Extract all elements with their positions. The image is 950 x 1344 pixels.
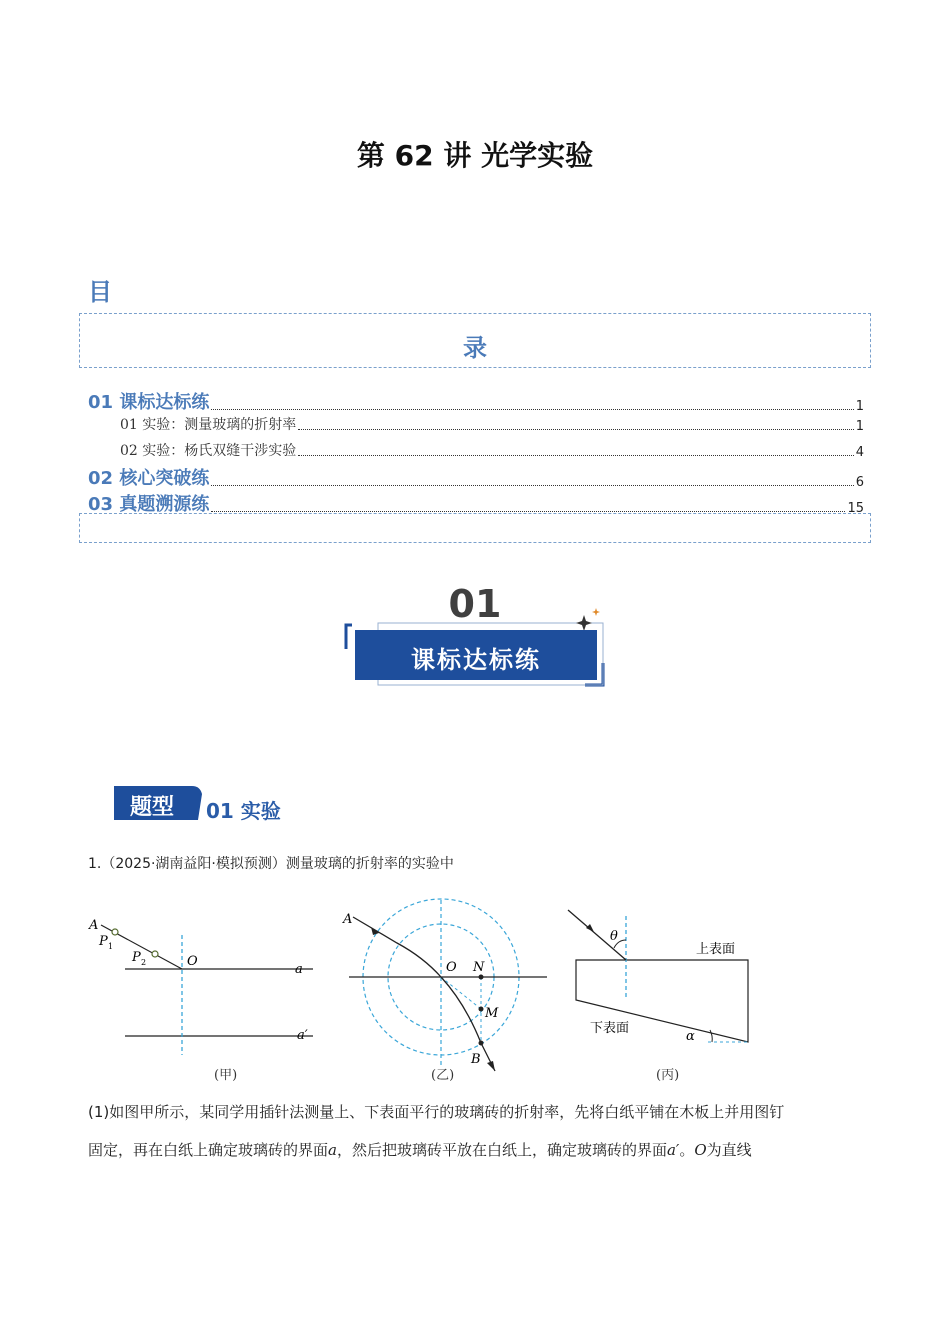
text-run: 。: [679, 1141, 695, 1159]
label-m: M: [485, 1006, 499, 1021]
figure-yi-caption: (乙): [431, 1068, 455, 1083]
label-p1-sub: 1: [108, 942, 114, 951]
toc-entry-page: 15: [847, 501, 864, 516]
toc-entry-label: 02 核心突破练: [88, 468, 210, 489]
label-theta: θ: [610, 929, 618, 944]
figure-bing-caption: (丙): [656, 1068, 680, 1083]
section-label: 课标达标练: [411, 646, 541, 674]
figure-bing: [560, 902, 760, 1052]
toc-leader: [298, 429, 853, 430]
toc-entry[interactable]: [88, 414, 864, 434]
figure-jia-caption: (甲): [214, 1068, 238, 1083]
question-type-badge-label: 题型: [129, 794, 174, 820]
toc-heading-bottom: 录: [463, 334, 487, 362]
question-type-title: 01 实验: [206, 799, 281, 823]
toc-entry[interactable]: [88, 440, 864, 460]
figure-jia: [85, 905, 325, 1065]
toc-entry[interactable]: [88, 464, 864, 490]
toc-entry-page: 4: [855, 445, 864, 460]
text-run: ，然后把玻璃砖平放在白纸上，确定玻璃砖的界面: [336, 1141, 667, 1159]
toc-leader: [298, 455, 853, 456]
page-title: 第 62 讲 光学实验: [356, 139, 594, 172]
text-run: 为直线: [706, 1141, 752, 1159]
toc-leader: [211, 485, 853, 486]
text-run: 固定，再在白纸上确定玻璃砖的界面: [88, 1141, 329, 1159]
question-intro: 1.（2025·湖南益阳·模拟预测）测量玻璃的折射率的实验中: [88, 856, 454, 872]
label-alpha: α: [686, 1029, 695, 1044]
toc-entry-page: 1: [855, 419, 864, 434]
label-b: B: [471, 1052, 481, 1067]
label-top-surface: 上表面: [696, 942, 736, 957]
toc-heading-top: 目: [88, 278, 112, 306]
label-p2: P: [132, 950, 141, 965]
label-interface-a-prime: a′: [297, 1028, 308, 1043]
label-interface-a: a: [295, 962, 303, 977]
section-number: 01: [448, 582, 502, 626]
toc-leader: [211, 409, 853, 410]
toc-entry-page: 6: [855, 475, 864, 490]
label-bottom-surface: 下表面: [590, 1021, 630, 1036]
toc-entry[interactable]: [88, 388, 864, 414]
question-paragraph-line: [88, 1139, 752, 1160]
symbol-a: a: [328, 1141, 337, 1159]
label-n: N: [473, 960, 485, 975]
label-a-point: A: [89, 918, 99, 933]
toc-entry-label: 03 真题溯源练: [88, 494, 210, 515]
symbol-a-prime: a′: [666, 1141, 680, 1159]
toc-entry-page: 1: [855, 399, 864, 414]
toc-leader: [211, 511, 845, 512]
label-o: O: [446, 960, 457, 975]
toc-footer-box: [79, 513, 871, 543]
question-paragraph-line: (1)如图甲所示，某同学用插针法测量上、下表面平行的玻璃砖的折射率，先将白纸平铺在木板上并用图钉: [88, 1103, 785, 1121]
symbol-o: O: [694, 1141, 707, 1159]
figure-yi: [335, 895, 555, 1080]
toc-entry-label: 01 课标达标练: [88, 392, 210, 413]
toc-entry-label: 01 实验：测量玻璃的折射率: [120, 417, 297, 433]
label-o: O: [187, 954, 198, 969]
toc-entry-label: 02 实验：杨氏双缝干涉实验: [120, 443, 297, 459]
label-a-point: A: [343, 912, 353, 927]
label-p2-sub: 2: [141, 958, 147, 967]
label-p1: P: [99, 934, 108, 949]
